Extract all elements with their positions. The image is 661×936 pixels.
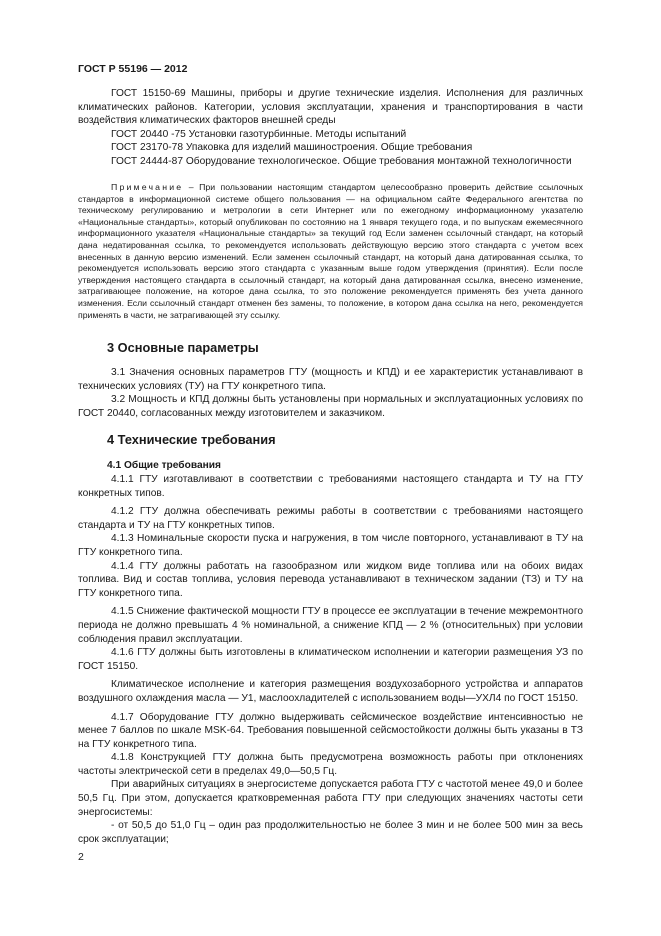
paragraph: - от 50,5 до 51,0 Гц – один раз продолжительностью не более 3 мин и не более 500 мин за весь срок эксплуатации;	[78, 820, 583, 845]
section-4-body	[78, 473, 583, 846]
document-header: ГОСТ Р 55196 — 2012	[78, 63, 188, 75]
paragraph: 3.2 Мощность и КПД должны быть установлены при нормальных и эксплуатационных условиях по ГОСТ 20440, согласованных между изготовителем и заказчиком.	[78, 394, 583, 419]
note-text: – При пользовании настоящим стандартом целесообразно проверить действие ссылочных стандартов в информационной системе общего пользования — на официальном сайте Федерального агентства по техническому регулированию и метрологии в сети Интернет или по ежегодному информационному указателю «Национальные стандарты», который опубликован по состоянию на 1 января текущего года, и по выпускам ежемесячного информационного указателя «Национальные стандарты» за текущий год Если заменен ссылочный стандарт, на который дана недатированная ссылка, то рекомендуется использовать действующую версию этого стандарта с учетом всех внесенных в данную версию изменений. Если заменен ссылочный стандарт, на который дана датированная ссылка, то рекомендуется использовать версию этого стандарта с указанным выше годом утверждения (принятия). Если после утверждения настоящего стандарта в ссылочный стандарт, на который дана датированная ссылка, внесено изменение, затрагивающее положение, на которое дана ссылка, то это положение рекомендуется применять без учета данного изменения. Если ссылочный стандарт отменен без замены, то положение, в котором дана ссылка на него, рекомендуется применять в части, не затрагивающей эту ссылку.	[78, 182, 583, 320]
reference-item: ГОСТ 20440 -75 Установки газотурбинные. Методы испытаний	[111, 128, 407, 140]
paragraph: Климатическое исполнение и категория размещения воздухозаборного устройства и аппаратов воздушного охлаждения масла — У1, маслоохладителей с использованием воды—УХЛ4 по ГОСТ 15150.	[78, 679, 583, 704]
paragraph: 4.1.8 Конструкцией ГТУ должна быть предусмотрена возможность работы при отклонениях частоты электрической сети в пределах 49,0—50,5 Гц.	[78, 752, 583, 777]
reference-item: ГОСТ 15150-69 Машины, приборы и другие технические изделия. Исполнения для различных климатических районов. Категории, условия эксплуатации, хранения и транспортирования в части воздействия климатических факторов внешней среды	[78, 88, 583, 127]
reference-item: ГОСТ 23170-78 Упаковка для изделий машиностроения. Общие требования	[111, 142, 473, 154]
note-paragraph	[78, 182, 583, 321]
reference-list	[78, 87, 583, 169]
paragraph: При аварийных ситуациях в энергосистеме допускается работа ГТУ с частотой менее 49,0 и более 50,5 Гц. При этом, допускается кратковременная работа ГТУ при следующих значениях частоты сети энергосистемы:	[78, 779, 583, 818]
section-3-body	[78, 366, 583, 420]
paragraph: 4.1.1 ГТУ изготавливают в соответствии с требованиями настоящего стандарта и ТУ на ГТУ конкретных типов.	[78, 474, 583, 499]
section-4-title: 4 Технические требования	[107, 432, 276, 447]
note-block	[78, 182, 583, 321]
section-3-title: 3 Основные параметры	[107, 340, 259, 355]
paragraph: 4.1.7 Оборудование ГТУ должно выдерживать сейсмическое воздействие интенсивностью не менее 7 баллов по шкале MSK-64. Требования повышенной сейсмостойкости должны быть указаны в ТЗ на ГТУ конкретного типа.	[78, 711, 583, 750]
paragraph: 4.1.5 Снижение фактической мощности ГТУ в процессе ее эксплуатации в течение межремонтного периода не должно превышать 4 % номинальной, а снижение КПД — 2 % (относительных) при условии соблюдения правил эксплуатации.	[78, 606, 583, 645]
note-label: Примечание	[111, 182, 184, 192]
paragraph: 4.1.2 ГТУ должна обеспечивать режимы работы в соответствии с требованиями настоящего стандарта и ТУ на ГТУ конкретных типов.	[78, 506, 583, 531]
subsection-title: 4.1 Общие требования	[107, 460, 221, 471]
paragraph: 4.1.4 ГТУ должны работать на газообразном или жидком виде топлива или на обоих видах топлива. Вид и состав топлива, условия перевода устанавливают в техническом задании (ТЗ) и ТУ на ГТУ конкретного типа.	[78, 560, 583, 599]
paragraph: 4.1.6 ГТУ должны быть изготовлены в климатическом исполнении и категории размещения УЗ по ГОСТ 15150.	[78, 647, 583, 672]
paragraph: 3.1 Значения основных параметров ГТУ (мощность и КПД) и ее характеристик устанавливают в технических условиях (ТУ) на ГТУ конкретного типа.	[78, 367, 583, 392]
reference-item: ГОСТ 24444-87 Оборудование технологическое. Общие требования монтажной технологичности	[111, 155, 572, 167]
paragraph: 4.1.3 Номинальные скорости пуска и нагружения, в том числе повторного, устанавливают в ТУ на ГТУ конкретного типа.	[78, 533, 583, 558]
page-number: 2	[78, 851, 84, 863]
